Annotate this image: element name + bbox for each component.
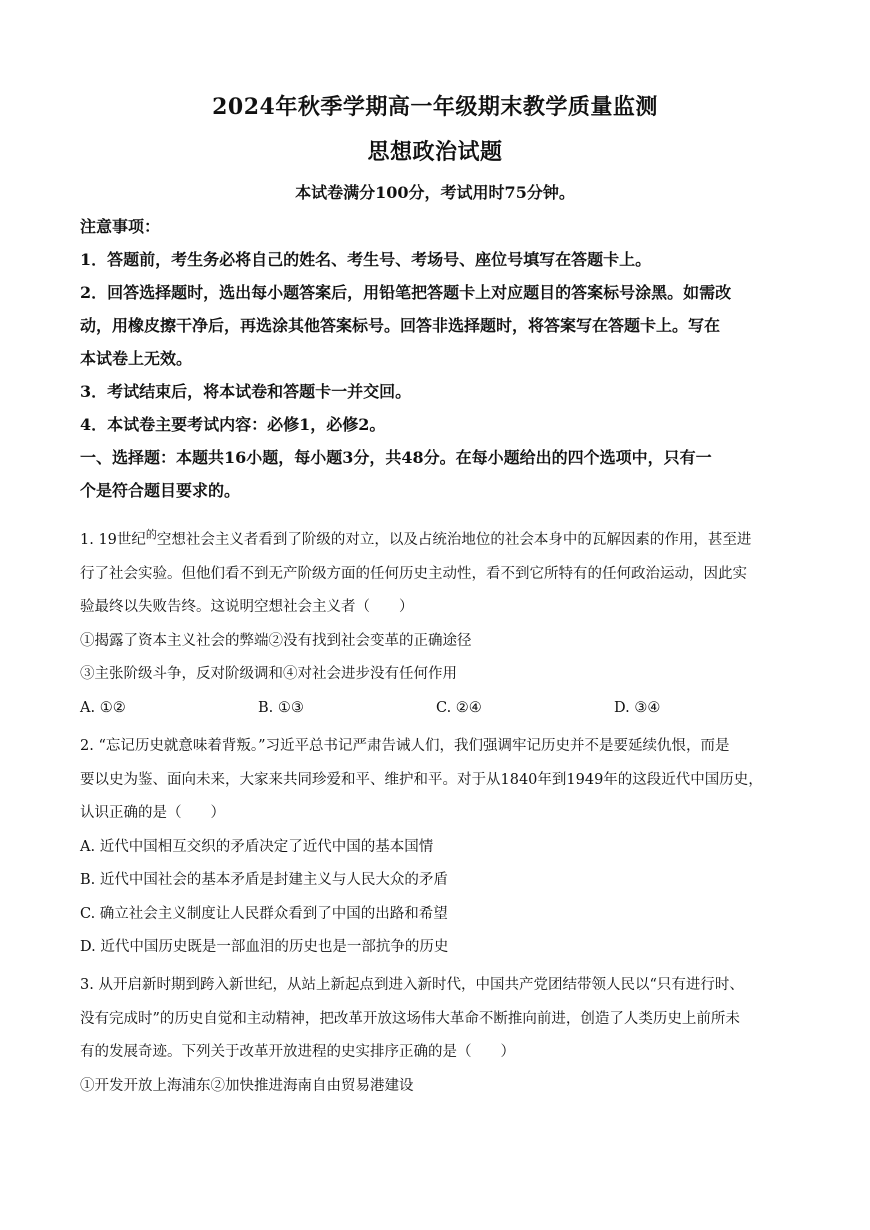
question-1-sup-char: 的 xyxy=(145,528,157,542)
question-1-text: 验最终以失败告终。这说明空想社会主义者（ ） xyxy=(80,599,414,615)
question-1-text: 行了社会实验。但他们看不到无产阶级方面的任何历史主动性，看不到它所特有的任何政治运动，因此实 xyxy=(80,565,747,582)
question-1-statement: ③主张阶级斗争，反对阶级调和④对社会进步没有任何作用 xyxy=(80,666,457,682)
option-a[interactable]: A. ①② xyxy=(80,699,126,716)
option-b[interactable]: B. ①③ xyxy=(258,699,304,716)
notice-item: 2．回答选择题时，选出每小题答案后，用铅笔把答题卡上对应题目的答案标号涂黑。如需改 xyxy=(80,283,732,302)
option-d[interactable]: D. ③④ xyxy=(614,699,661,716)
option-b[interactable]: B. 近代中国社会的基本矛盾是封建主义与人民大众的矛盾 xyxy=(80,872,448,888)
notice-section xyxy=(80,210,795,507)
question-1-options xyxy=(80,692,795,726)
question-2-text: 2. “忘记历史就意味着背叛。”习近平总书记严肃告诫人们，我们强调牢记历史并不是要延续仇恨，而是 xyxy=(80,738,730,754)
question-1 xyxy=(80,524,795,725)
question-1-text: 空想社会主义者看到了阶级的对立，以及占统治地位的社会本身中的瓦解因素的作用，甚至进 xyxy=(156,532,752,548)
notice-item: 动，用橡皮擦干净后，再选涂其他答案标号。回答非选择题时，将答案写在答题卡上。写在 xyxy=(80,316,721,335)
question-1-statement: ①揭露了资本主义社会的弊端②没有找到社会变革的正确途径 xyxy=(80,632,472,649)
notice-item: 3．考试结束后，将本试卷和答题卡一并交回。 xyxy=(80,382,412,401)
notice-item: 本试卷上无效。 xyxy=(80,349,193,368)
exam-title: 2024年秋季学期高一年级期末教学质量监测 xyxy=(212,94,658,120)
question-3-text: 3. 从开启新时期到跨入新世纪，从站上新起点到进入新时代，中国共产党团结带领人民以“只有进行时、 xyxy=(80,977,744,993)
notice-item: 1．答题前，考生务必将自己的姓名、考生号、考场号、座位号填写在答题卡上。 xyxy=(80,250,652,269)
subject-title: 思想政治试题 xyxy=(367,139,503,165)
question-3-text: 没有完成时”的历史自觉和主动精神，把改革开放这场伟大革命不断推向前进，创造了人类历史上前所未 xyxy=(80,1010,740,1027)
notice-item: 4．本试卷主要考试内容：必修1，必修2。 xyxy=(80,415,386,434)
question-2 xyxy=(80,730,795,965)
question-3-text: 有的发展奇迹。下列关于改革开放进程的史实排序正确的是（ ） xyxy=(80,1044,515,1060)
option-c[interactable]: C. 确立社会主义制度让人民群众看到了中国的出路和希望 xyxy=(80,905,448,922)
section-heading: 一、选择题：本题共16小题，每小题3分，共48分。在每小题给出的四个选项中，只有一 xyxy=(80,448,712,467)
option-d[interactable]: D. 近代中国历史既是一部血泪的历史也是一部抗争的历史 xyxy=(80,939,449,955)
question-2-text: 要以史为鉴、面向未来，大家来共同珍爱和平、维护和平。对于从1840年到1949年的这段近代中国历史， xyxy=(80,771,763,788)
option-a[interactable]: A. 近代中国相互交织的矛盾决定了近代中国的基本国情 xyxy=(80,838,434,855)
question-3 xyxy=(80,969,795,1103)
exam-subtitle: 本试卷满分100分，考试用时75分钟。 xyxy=(295,183,575,202)
question-2-text: 认识正确的是（ ） xyxy=(80,805,225,821)
section-heading: 个是符合题目要求的。 xyxy=(80,481,241,500)
question-3-statement: ①开发开放上海浦东②加快推进海南自由贸易港建设 xyxy=(80,1077,414,1094)
notice-heading: 注意事项： xyxy=(80,217,161,236)
question-1-stem xyxy=(80,524,795,558)
option-c[interactable]: C. ②④ xyxy=(436,699,482,716)
question-1-number: 1. 19世纪 xyxy=(80,532,146,548)
